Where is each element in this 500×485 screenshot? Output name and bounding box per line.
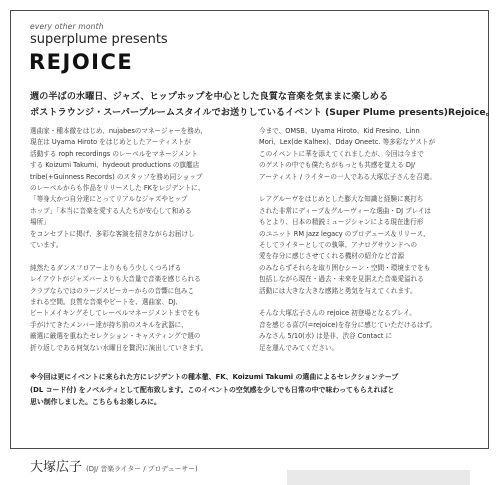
text-line: のレーベルからも作品をリリースした FKをレジデントに、 xyxy=(30,184,205,193)
text-line: まれる空間。良質な音楽やビートを、選曲家、DJ、 xyxy=(30,298,182,307)
text-line: 現在は Uyama Hiroto をはじめとしたアーティストが xyxy=(30,138,191,147)
text-line: 愛を存分に感じさせてくれる機材の紹介など音源 xyxy=(259,252,405,261)
artist-role: (DJ/ 音楽ライター / プロデューサー) xyxy=(86,465,198,473)
paragraph xyxy=(30,126,245,251)
text-line: Mori、Lex(de Kalhex)、Dday Oneetc. 等多彩なゲストが xyxy=(259,138,436,147)
paragraph xyxy=(259,308,474,354)
text-line: のみならずそれらを取り囲むシーン・空間・環境までをも xyxy=(259,263,431,272)
note-line: 思い制作しました。こちらもお楽しみに。 xyxy=(30,398,161,407)
text-line: 選曲家・種本徹をはじめ、nujabesのマネージャーを務め、 xyxy=(30,127,207,135)
text-line: 純然たるダンスフロアーよりももう少しくつろげる xyxy=(30,263,182,272)
text-line: 足を運んでみてください。 xyxy=(259,343,339,352)
artist-photo-placeholder xyxy=(287,470,470,485)
text-line: 手がけてきたメンバー達が持ち前のスキルを武器に、 xyxy=(30,320,188,329)
text-line: ビートメイキングそしてレーベルマネージメントまでをも xyxy=(30,309,201,318)
text-line: 活動には大きな大きな感銘と勇気を与えてくれます。 xyxy=(259,286,417,295)
note-line: (DL コード付) をノベルティとして配布致します。このイベントの空気感を少しでも日常の中で味わってもらえればと xyxy=(30,385,395,394)
paragraph xyxy=(30,263,245,354)
event-title: REJOICE xyxy=(29,50,134,74)
paragraph xyxy=(259,126,474,183)
lead-line: ポストラウンジ・スーパープルームスタイルでお送りしているイベント (Super Plume presents)Rejoice。 xyxy=(30,107,495,118)
text-line: そんな大塚広子さんの rejoice 初登場となるプレイ。 xyxy=(259,309,416,318)
text-line: のユニット RM jazz legacy のプロデュース＆リリース、 xyxy=(259,229,430,238)
text-line: のゲストの中でも僕たちがもっとも共感を覚える DJ/ xyxy=(259,161,416,170)
paragraph xyxy=(259,194,474,297)
text-line: みなさん 5/10(水) は是非、渋谷 Contact に xyxy=(259,332,393,341)
text-line: アーティスト / ライターの一人である大塚広子さんを召還。 xyxy=(259,172,436,181)
left-column xyxy=(30,126,245,366)
text-line: 「等身大かつ自分達にとってリアルなジャズやヒップ xyxy=(30,195,188,204)
text-line: このイベントに華を添えてくれましたが、今回は今まで xyxy=(259,149,424,158)
text-line: クラブならではのラージスピーカーからの音響に包みこ xyxy=(30,286,195,295)
text-line: ホップ」「本当に音楽を愛する人たちが安心して和める xyxy=(30,206,192,215)
text-line: された非常にディープ＆グルーヴィーな選曲・DJ プレイは xyxy=(259,206,431,215)
text-line: そしてライターとしての執筆、アナログサウンドへの xyxy=(259,241,418,250)
lead-line: 週の半ばの水曜日、ジャズ、ヒップホップを中心とした良質な音楽を気ままに楽しめる xyxy=(30,91,389,102)
novelty-note xyxy=(30,371,470,409)
text-line: 厳選に厳選を重ねたセレクション・キャスティングで週の xyxy=(30,332,201,341)
text-line: 今まで、OMSB、Uyama Hiroto、Kid Fresino、Linn xyxy=(259,127,420,135)
note-line: ※今回は更にイベントに来られた方にレジデントの種本徹、FK、Koizumi Takumi の選曲によるセレクションテープ xyxy=(30,373,399,381)
artist-profile-heading xyxy=(30,456,198,475)
lead-paragraph xyxy=(30,89,495,121)
text-line: をコンセプトに掲げ、多彩な客演を招きながらお届けし xyxy=(30,229,195,238)
text-line: もとより、日本の精鋭ミュージシャンによる現在進行形 xyxy=(259,218,424,227)
text-line: 包括しながら現在・過去・未来を見据えた音楽愛溢れる xyxy=(259,275,424,284)
text-line: する Koizumi Takumi、hydeout productions の旗艦店 xyxy=(30,161,200,170)
text-line: 場所」 xyxy=(30,218,50,227)
text-line: 折り返しである何気ない水曜日を贅沢に演出していきます。 xyxy=(30,343,208,352)
text-line: レアグルーヴをはじめとした膨大な知識と経験に裏打ち xyxy=(259,195,424,204)
text-line: レイアウトがジャズバーよりも大音量で音楽を感じられる xyxy=(30,275,201,284)
event-frequency: every other month xyxy=(30,22,104,31)
text-line: 音を感じる喜び(=rejoice)を存分に感じていただけるはず。 xyxy=(259,320,437,329)
artist-name: 大塚広子 xyxy=(30,460,83,475)
presenter-line: superplume presents xyxy=(30,32,168,47)
text-line: 活動する roph recordings のレーベルをマネージメント xyxy=(30,149,198,158)
text-line: tribe(+Guinness Records) のスタッフを務め同ショップ xyxy=(30,172,203,181)
right-column xyxy=(259,126,474,365)
text-line: ています。 xyxy=(30,241,63,250)
